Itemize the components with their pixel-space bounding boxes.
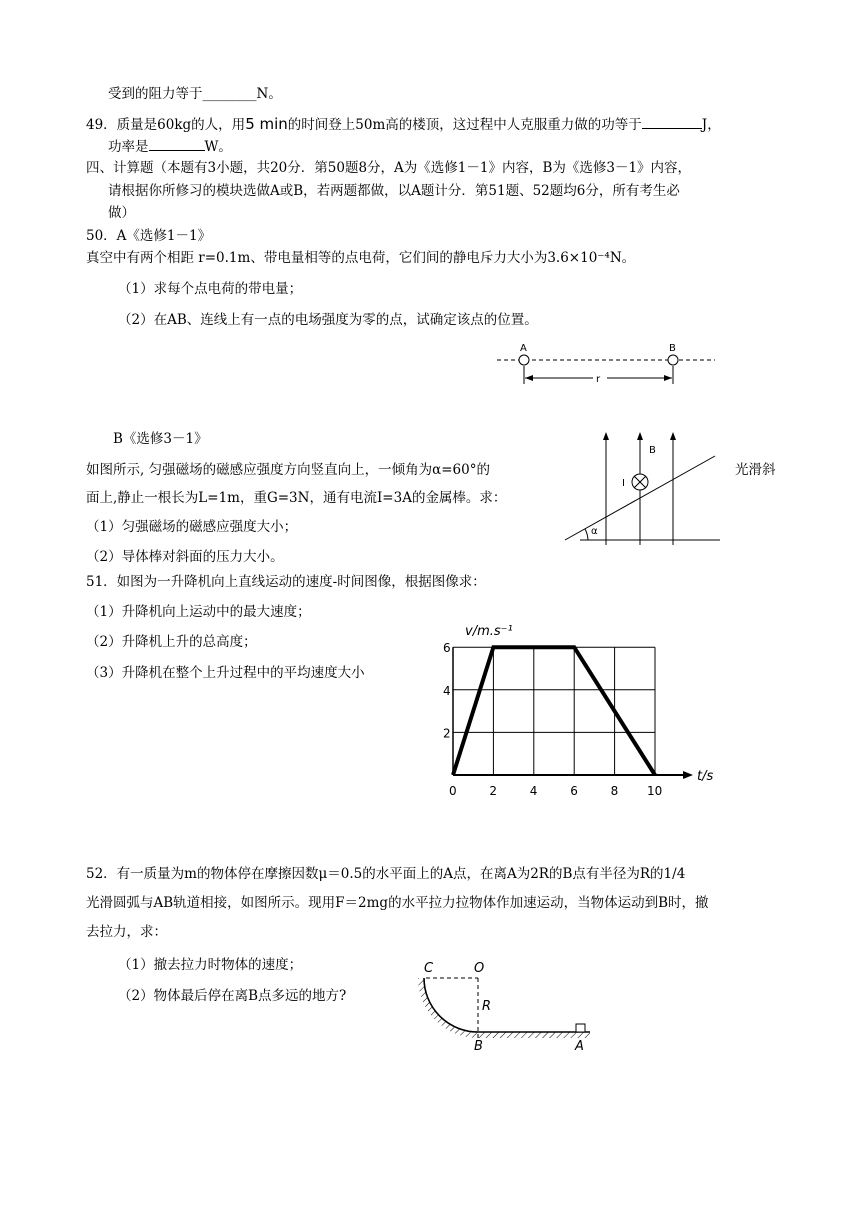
arrow-left [525,375,533,381]
q49-line1 [86,114,721,134]
label-a: A [520,343,527,354]
q49-line2 [108,136,232,156]
q50b-line1: 如图所示, 匀强磁场的磁感应强度方向竖直向上，一倾角为α=60°的 [86,462,490,478]
section4-line1: 四、计算题（本题有3小题，共20分．第50题8分，A为《选修1－1》内容，B为《选修3－1》内容， [86,160,692,176]
q51-sub3: （3）升降机在整个上升过程中的平均速度大小 [86,665,365,681]
label-o: O [474,961,485,976]
q49-power-blank [149,136,205,151]
block-object [576,1024,585,1032]
q50b-line2: 面上,静止一根长为L=1m，重G=3N，通有电流I=3A的金属棒。求： [86,490,507,506]
q52-line2: 光滑圆弧与AB轨道相接，如图所示。现用F＝2mg的水平拉力拉物体作加速运动，当物体运动到B时，撤 [86,895,709,911]
y-tick-label: 4 [443,683,451,698]
label-alpha: α [591,526,598,537]
x-tick-label: 2 [489,784,498,798]
q48-tail [108,85,282,103]
velocity-series-line [453,647,655,775]
label-c: C [424,961,434,976]
q51-title: 51．如图为一升降机向上直线运动的速度-时间图像，根据图像求： [86,574,486,590]
q50a-title: 50．A《选修1－1》 [86,228,212,244]
x-tick-label: 0 [449,784,457,798]
chart-grid [453,647,655,775]
q49-time: 5 min [245,115,288,133]
two-charges-figure [495,340,720,395]
q49-work-unit: J， [701,117,721,133]
q49-power-unit: W。 [204,139,232,155]
q52-line1: 52．有一质量为m的物体停在摩擦因数μ＝0.5的水平面上的A点，在离A为2R的B点有半径为R的1/4 [86,866,686,882]
x-axis-label: t/s [697,769,714,784]
section4-line3: 做） [108,205,135,221]
label-b: B [669,343,676,354]
x-tick-label: 8 [610,784,619,798]
q51-sub2: （2）升降机上升的总高度； [86,634,257,650]
field-arrow-2 [637,432,643,440]
y-axis-label: v/m.s⁻¹ [465,624,513,640]
arc-track-figure [410,958,600,1050]
track-surface [424,978,590,1032]
label-r: R [482,999,492,1014]
q50a-stem: 真空中有两个相距 r=0.1m、带电量相等的点电荷，它们间的静电斥力大小为3.6×10⁻⁴N。 [86,250,636,266]
q48-blank: ________ [202,86,257,102]
angle-arc [585,529,588,540]
x-tick-label: 6 [570,784,578,798]
charge-b [668,355,678,365]
y-tick-label: 6 [443,641,451,656]
q49-work-blank [642,114,702,129]
q49-text-a: 49．质量是60kg的人，用 [86,117,246,133]
q48-unit: N。 [256,86,282,102]
q52-line3: 去拉力，求： [86,924,167,940]
velocity-time-chart [435,615,735,800]
track-hatching [418,978,590,1038]
label-b: B [474,1039,483,1050]
q50b-sub2: （2）导体棒对斜面的压力大小。 [86,549,284,565]
q52-sub2: （2）物体最后停在离B点多远的地方? [118,988,347,1004]
q50b-line1-tail: 光滑斜 [735,462,776,478]
section4-line2: 请根据你所修习的模块选做A或B，若两题都做，以A题计分．第51题、52题均6分，所有考生必 [108,183,680,199]
q49-power-text: 功率是 [108,139,149,155]
field-arrow-3 [670,432,676,440]
q49-text-c: 的时间登上50m高的楼顶，这过程中人克服重力做的功等于 [287,117,642,133]
q50a-sub1: （1）求每个点电荷的带电量； [118,281,303,297]
q51-sub1: （1）升降机向上运动中的最大速度； [86,604,311,620]
q50a-sub2: （2）在AB、连线上有一点的电场强度为零的点，试确定该点的位置。 [118,312,538,328]
x-axis-arrow [683,771,693,779]
label-current-i: I [622,478,625,489]
x-tick-label: 4 [529,784,538,798]
label-r: r [596,374,601,385]
magnetic-incline-figure [560,430,725,545]
arrow-right [664,375,672,381]
label-field-b: B [649,445,656,456]
y-tick-label: 2 [443,726,451,741]
field-arrow-1 [603,432,609,440]
q52-sub1: （1）撤去拉力时物体的速度； [118,957,303,973]
x-tick-label: 10 [647,784,663,798]
q50b-title: B《选修3－1》 [113,431,208,447]
label-a: A [575,1039,584,1050]
q50b-sub1: （1）匀强磁场的磁感应强度大小； [86,519,298,535]
q48-text: 受到的阻力等于 [108,86,203,102]
charge-a [519,355,529,365]
